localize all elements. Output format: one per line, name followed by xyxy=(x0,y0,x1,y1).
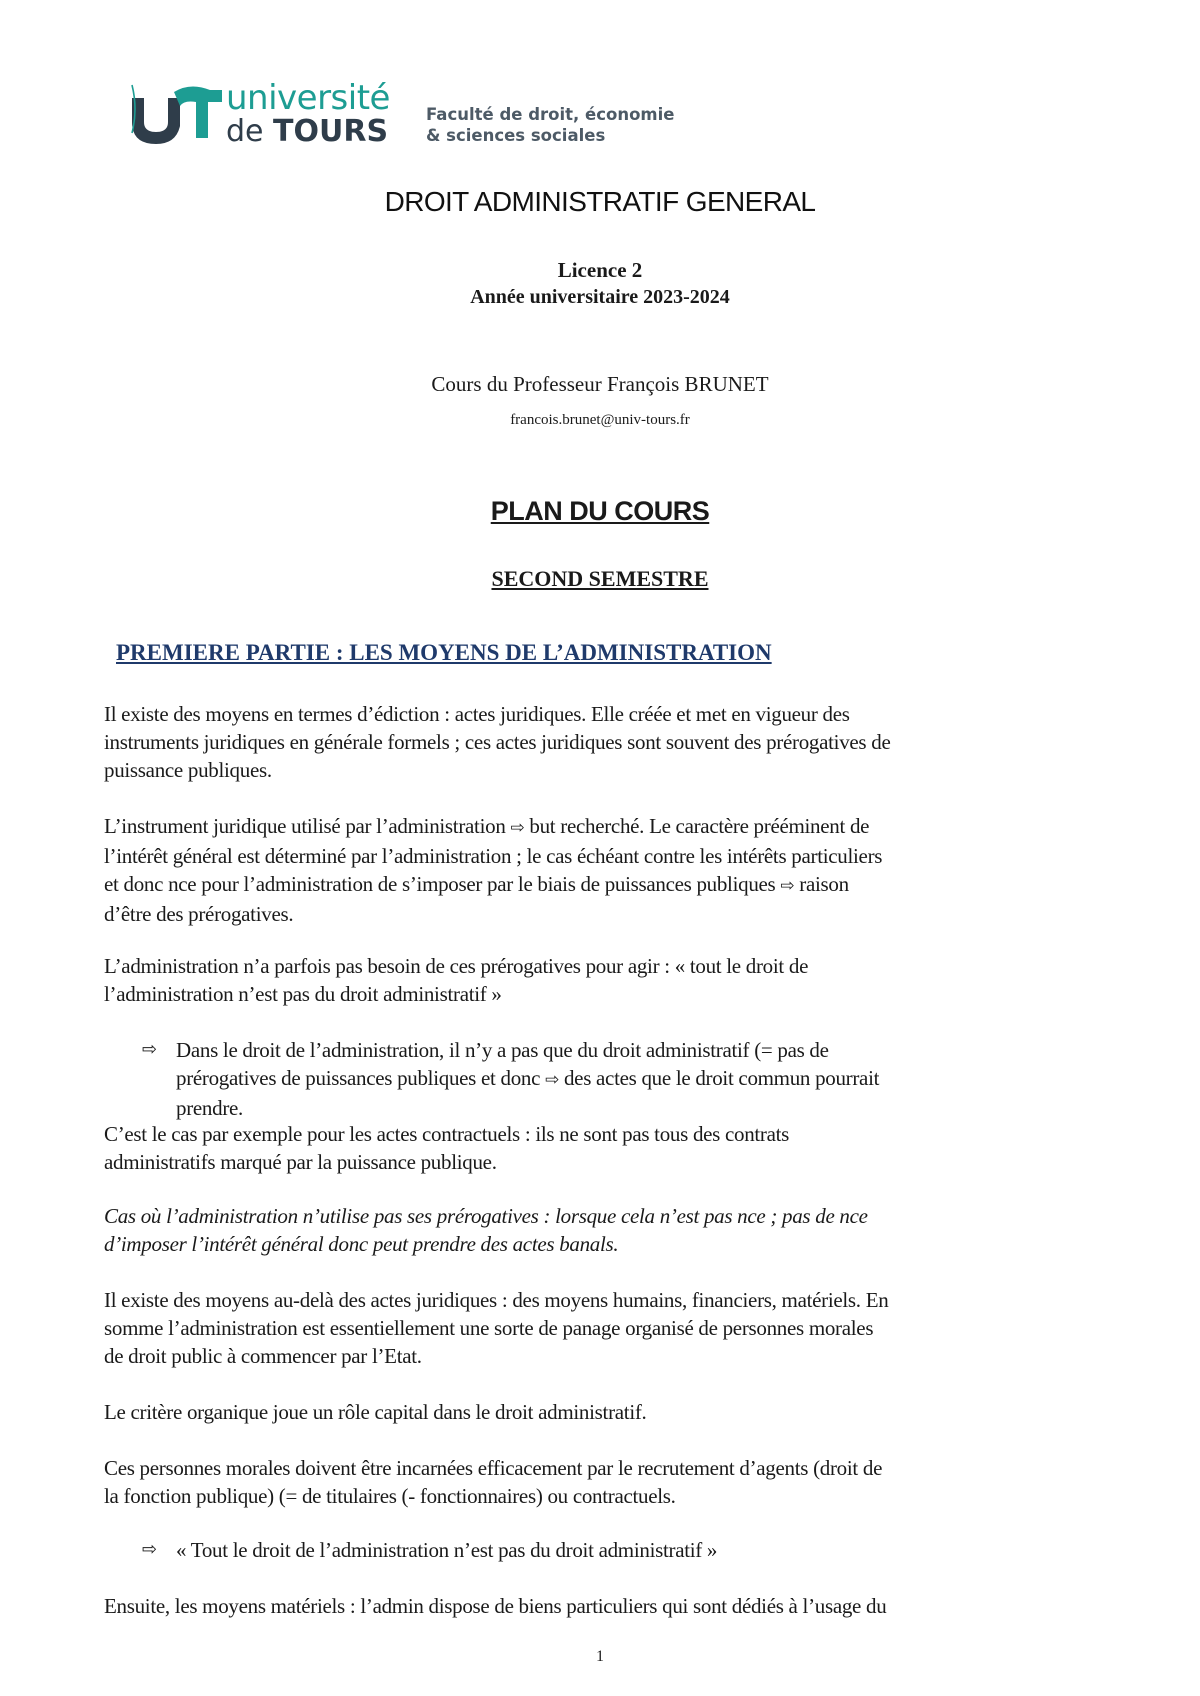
university-logo xyxy=(130,78,690,156)
paragraph-9 xyxy=(104,1592,1064,1620)
paragraph-7 xyxy=(104,1398,1064,1426)
ut-monogram-icon xyxy=(130,84,226,150)
paragraph-line: Ensuite, les moyens matériels : l’admin dispose de biens particuliers qui sont dédiés à l’usage du xyxy=(104,1594,887,1618)
paragraph-line: instruments juridiques en générale formels ; ces actes juridiques sont souvent des prérogatives de xyxy=(104,730,891,754)
semester-heading: SECOND SEMESTRE xyxy=(491,566,709,591)
plan-heading: PLAN DU COURS xyxy=(490,496,710,526)
paragraph-line: C’est le cas par exemple pour les actes contractuels : ils ne sont pas tous des contrats xyxy=(104,1122,790,1146)
arrow-right-icon: ⇨ xyxy=(510,818,525,838)
paragraph-line: somme l’administration est essentiellement une sorte de panage organisé de personnes morales xyxy=(104,1316,874,1340)
paragraph-line: « Tout le droit de l’administration n’est pas du droit administratif » xyxy=(176,1538,718,1562)
paragraph-line: d’être des prérogatives. xyxy=(104,902,294,926)
paragraph-8 xyxy=(104,1454,1064,1510)
professor-email: francois.brunet@univ-tours.fr xyxy=(510,412,690,428)
paragraph-line: et donc nce pour l’administration de s’imposer par le biais de puissances publiques ⇨ raison xyxy=(104,872,849,896)
paragraph-line: Il existe des moyens en termes d’édiction : actes juridiques. Elle créée et met en vigueur des xyxy=(104,702,850,726)
paragraph-line: Dans le droit de l’administration, il n’y a pas que du droit administratif (= pas de xyxy=(176,1038,829,1062)
paragraph-line: prendre. xyxy=(176,1096,243,1120)
paragraph-3 xyxy=(104,952,1064,1008)
arrow-right-icon: ⇨ xyxy=(142,1039,157,1060)
faculty-line-2: & sciences sociales xyxy=(426,126,606,145)
paragraph-line: l’administration n’est pas du droit administratif » xyxy=(104,982,502,1006)
faculty-line-1: Faculté de droit, économie xyxy=(426,105,675,124)
page-number: 1 xyxy=(596,1648,604,1665)
faculty-name xyxy=(426,104,674,146)
paragraph-line: L’instrument juridique utilisé par l’administration ⇨ but recherché. Le caractère prééminent de xyxy=(104,814,870,838)
academic-year: Année universitaire 2023-2024 xyxy=(470,286,730,308)
paragraph-6 xyxy=(104,1286,1064,1370)
arrow-right-icon: ⇨ xyxy=(780,876,795,896)
paragraph-line: la fonction publique) (= de titulaires (- fonctionnaires) ou contractuels. xyxy=(104,1484,676,1508)
paragraph-2 xyxy=(104,812,1064,928)
paragraph-line: Cas où l’administration n’utilise pas ses prérogatives : lorsque cela n’est pas nce ; pas de nce xyxy=(104,1204,868,1228)
paragraph-line: de droit public à commencer par l’Etat. xyxy=(104,1344,422,1368)
logo-tours-text: de TOURS xyxy=(226,114,389,149)
paragraph-line: l’intérêt général est déterminé par l’administration ; le cas échéant contre les intérêts particuliers xyxy=(104,844,883,868)
paragraph-line: Le critère organique joue un rôle capital dans le droit administratif. xyxy=(104,1400,647,1424)
logo-universite-text: université xyxy=(226,78,390,118)
document-title: DROIT ADMINISTRATIF GENERAL xyxy=(384,186,816,217)
paragraph-line: d’imposer l’intérêt général donc peut prendre des actes banals. xyxy=(104,1232,619,1256)
paragraph-4 xyxy=(104,1120,1064,1176)
licence-label: Licence 2 xyxy=(557,258,643,282)
paragraph-5-italic xyxy=(104,1202,1064,1258)
arrow-right-icon: ⇨ xyxy=(545,1070,560,1090)
paragraph-line: L’administration n’a parfois pas besoin de ces prérogatives pour agir : « tout le droit de xyxy=(104,954,809,978)
part-heading: PREMIERE PARTIE : LES MOYENS DE L’ADMINISTRATION xyxy=(116,640,772,665)
paragraph-line: administratifs marqué par la puissance publique. xyxy=(104,1150,497,1174)
logo-separator-icon xyxy=(130,84,140,134)
paragraph-line: puissance publiques. xyxy=(104,758,272,782)
paragraph-1 xyxy=(104,700,1064,784)
course-professor: Cours du Professeur François BRUNET xyxy=(431,372,769,396)
paragraph-line: Ces personnes morales doivent être incarnées efficacement par le recrutement d’agents (droit de xyxy=(104,1456,883,1480)
arrow-right-icon: ⇨ xyxy=(142,1539,157,1560)
paragraph-line: Il existe des moyens au-delà des actes juridiques : des moyens humains, financiers, matériels. En xyxy=(104,1288,889,1312)
paragraph-line: prérogatives de puissances publiques et donc ⇨ des actes que le droit commun pourrait xyxy=(176,1066,880,1090)
